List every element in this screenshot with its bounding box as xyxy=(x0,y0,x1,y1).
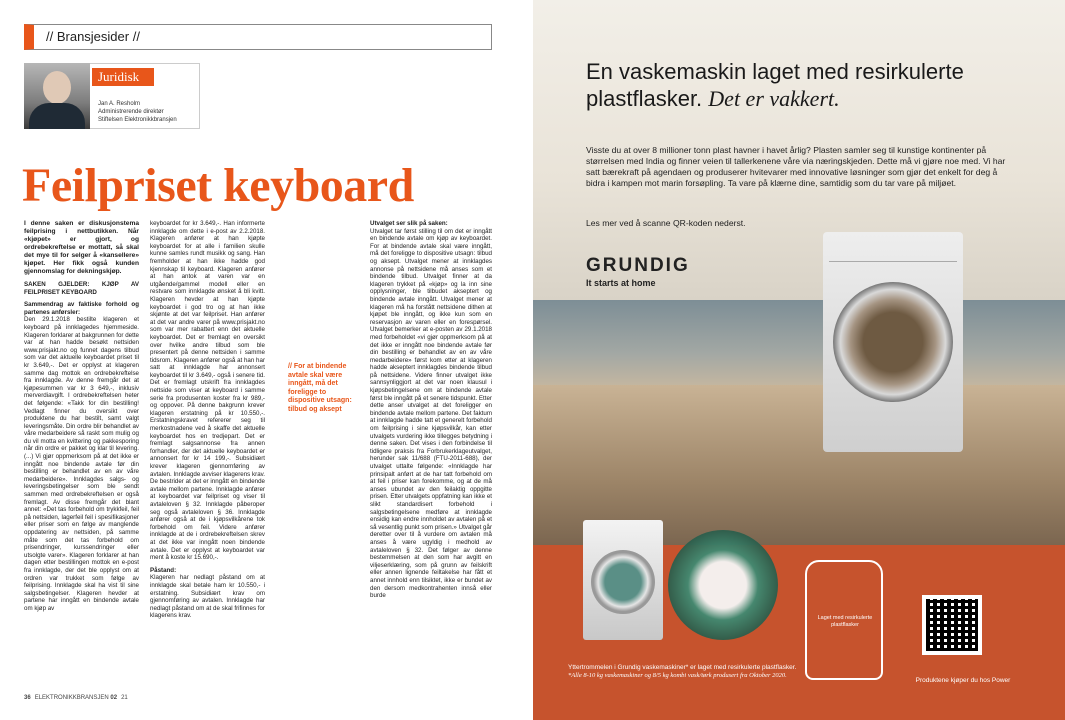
washer-door xyxy=(833,282,953,402)
page-footer xyxy=(24,695,128,701)
ad-caption xyxy=(568,664,898,680)
author-title: Administrerende direktør xyxy=(98,109,164,115)
qr-code[interactable] xyxy=(922,595,982,655)
ad-page xyxy=(533,0,1065,720)
author-name: Jan A. Resholm xyxy=(98,101,141,107)
ad-title xyxy=(586,58,1006,112)
section-label: // Bransjesider // xyxy=(46,29,140,44)
issue-number: 02 xyxy=(110,695,118,701)
summary-heading: Sammendrag av faktiske forhold og partenes anførsler: xyxy=(24,301,139,316)
left-page xyxy=(0,0,532,720)
author-org: Stiftelsen Elektronikkbransjen xyxy=(98,117,177,123)
washing-machine-image xyxy=(823,232,963,452)
brand-logo: GRUNDIG xyxy=(586,255,690,276)
column-1 xyxy=(24,220,139,613)
ad-cta: Les mer ved å scanne QR-koden nederst. xyxy=(586,218,746,228)
qr-code-pattern xyxy=(926,599,978,651)
author-info xyxy=(98,100,177,124)
column-3 xyxy=(370,220,492,600)
caption-note: *Alle 8-10 kg vaskemaskiner og 8/5 kg kombi vask/tørk produsert fra Oktober 2020. xyxy=(568,672,787,679)
qr-label: Produktene kjøper du hos Power xyxy=(915,677,1011,684)
ad-title-main: En vaskemaskin laget med resirkulerte plastflasker. xyxy=(586,59,964,111)
caption-main: Yttertrommelen i Grundig vaskemaskiner* er laget med resirkulerte plastflasker. xyxy=(568,664,797,671)
column-2 xyxy=(150,220,265,620)
magazine-name: ELEKTRONIKKBRANSJEN xyxy=(34,695,109,701)
ad-title-italic: Det er vakkert. xyxy=(708,86,840,111)
brand-tagline: It starts at home xyxy=(586,278,656,288)
ingress: I denne saken er diskusjonstema feilprising i nettbutikken. Når «kjøpet» er gjort, og ordrebekreftelse er mottatt, så skal det mye til for selger å «kansellere» kjøpet. Her fikk også kunden gjennomslag for dekningskjøp. xyxy=(24,220,139,275)
assessment-heading: Utvalget ser slik på saken: xyxy=(370,220,448,227)
section-header xyxy=(24,24,492,50)
author-head xyxy=(43,71,71,104)
case-heading: SAKEN GJELDER: KJØP AV FEILPRISET KEYBOARD xyxy=(24,281,139,296)
column-2-text: keyboardet for kr 3.649,-. Han informerte innklagde om dette i e-post av 2.2.2018. Klageren anfører at han kjøpte keyboardet for at alle i familien skulle kunne samles rundt musikk og sang. Han fremholder at han ikke hadde god kjennskap til keyboard. Klageren anfører at han antok at varen var en utgående/gammel modell eller en restvare som innklagde ønsket å bli kvitt. Klageren hevder at han kjøpte keyboardet i god tro og at han ikke skjønte at det var feilpriset. Han anfører at det var andre varer på www.prisjakt.no som var mer rabattert enn det aktuelle keyboardet. Det er fremlagt en oversikt over hvilke andre tilbud som ble presentert på denne nettsiden i samme tidsrom. Klageren anfører også at han har satt at innklagde har annonsert keyboardet til kr 3.649,- også i senere tid. Det er fremlagt utskrift fra innklagdes nettside som viser at keyboard i samme serie fra produsenten koster fra kr 989,- og oppover. På denne bakgrunn krever klageren erstatning på kr 10.550,-. Erstatningskravet refererer seg til merkostnadene ved å skaffe det aktuelle keyboardet hos en tredjepart. Det er fremlagt salgsannonse fra annen forhandler, der det aktuelle keyboardet er annonsert for kr 14 199,-. Subsidiært krever klageren gjennomføring av avtalen. Innklagde avviser klagerens krav. De bestrider at det er inngått en bindende avtale mellom partene. Innklagde anfører at keyboardet var feilpriset og viser til avtaleloven § 32. Innklagde påberoper seg også avtaleloven § 36. Innklagde anfører også at de i kjøpsvilkårene tok forbehold om feil. Videre anfører innklagde at de i ordrebekreftelsen skrev at det ikke var inngått noen bindende avtale. Det er opplyst at keyboardet var ment å koste kr 15.690,-. xyxy=(150,220,265,562)
ad-background-sea xyxy=(533,300,1065,390)
small-washer-door xyxy=(591,550,655,614)
washer-control-panel xyxy=(829,240,957,262)
ad-body: Visste du at over 8 millioner tonn plast havner i havet årlig? Plasten samler seg til kunstige kontinenter på størrelsen med India og finner veien til tallerkenene våre via næringskjeden. Dette må vi gjøre noe med. Vi har satt bærekraft på agendaen og produserer hvitevarer med innovative løsninger som gjør det enkelt for deg å bidra i kampen mot marin forsøpling. Ta vare på klærne dine, samtidig som du tar vare på miljøet. xyxy=(586,145,1006,188)
page-number: 36 xyxy=(24,695,31,701)
recycle-label: Laget med resirkulerte plastflasker xyxy=(817,615,873,628)
column-3-text: Utvalget tar først stilling til om det er inngått en bindende avtale om kjøp av keyboardet. For at bindende avtale skal være inngått, må det foreligge to dispositive utsagn: tilbud og aksept. Utvalget mener at innklagdes annonse på nettsidene må anses som et bindende tilbud. Utvalget finner at da klageren trykket på «kjøp» og la inn sine opplysninger, ble tilbudet akseptert og bindende avtale inngått. Utvalget mener at klageren må ha forstått nettsidene dithen at kjøpet ble inngått, og ikke kun som en reservasjon av varen eller en forespørsel. Utvalget bemerker at e-posten av 29.1.2018 med forbeholdet «vi gjør oppmerksom på at det ikke er inngått noe bindende avtale før din bestilling er behandlet av en av våre medarbeidere» først kom etter at klageren hadde akseptert innklagdes bindende tilbud på nettsidene. Videre finner utvalget ikke sannsynliggjort at det var noen klausul i kjøpsbetingelsene om at bindende avtale først ble inngått på et senere tidspunkt. Etter dette anser utvalget at det foreligger en bindende avtale mellom partene. Det faktum at innklagde hadde tatt et generelt forbehold om feilprising i sine kjøpsvilkår, kan etter utvalgets vurdering ikke tillegges betydning i denne saken. Det vises i den forbindelse til tidligere praksis fra Forbrukerklageutvalget, herunder sak 11/688 (FTU-2011-688), der utvalget uttalte følgende: «Innklagde har prinsipalt anført at de har tatt forbehold om at feil i priser kan forekomme, og at de må anses ubundet av den feilaktig oppgitte prisen. Etter utvalgets oppfatning kan ikke et slikt standardisert forbehold i salgsbetingelsene medføre at innklagde ensidig kan endre innholdet av avtalen på et så vesentlig punkt som prisen.» Utvalget går deretter over til å vurdere om avtalen må anses å være ugyldig i medhold av avtaleloven § 32. Det følger av denne bestemmelsen at den som har avgitt en viljeserklæring, som på grunn av feilskrift eller annen lignende feiltakelse har fått et annet innhold enn tilsiktet, ikke er bundet av den dersom medkontrahenten innså eller burde xyxy=(370,227,492,600)
claim-text: Klageren har nedlagt påstand om at innklagde skal betale ham kr 10.550,- i erstatning. Subsidiært krav om gjennomføring av avtalen. Innklagde har nedlagt påstand om at de skal frifinnes for klagerens krav. xyxy=(150,574,265,620)
issue-year: 21 xyxy=(121,695,128,701)
author-suit xyxy=(29,103,85,129)
column-label: Juridisk xyxy=(92,68,154,86)
author-photo xyxy=(24,63,90,129)
claim-heading: Påstand: xyxy=(150,566,177,574)
small-washer-image xyxy=(583,520,663,640)
headline: Feilpriset keyboard xyxy=(22,159,414,212)
column-1-text: Den 29.1.2018 bestilte klageren et keyboard på innklagedes hjemmeside. Klageren forklarer at bakgrunnen for dette var at han hadde besøkt nettsiden www.prisjakt.no og funnet dagens tilbud som var det aktuelle keyboardet priset til kr 3.649,-. Det er opplyst at klageren samme dag mottok en ordrebekreftelse fra innklagde. Av denne fremgår det at kjøpesummen var kr 3 649,-, inklusiv merverdiavgift. I ordrebekreftelsen heter det følgende: «Takk for din bestilling! Vedlagt finner du oversikt over produktene du har bestilt, samt valgt leveringsmåte. Din ordre blir behandlet av våre medarbeidere så raskt som mulig og du vil motta en kvittering og pakkesporing når din ordre er pakket og klar til levering. (...) Vi gjør oppmerksom på at det ikke er inngått noe bindende avtale før din bestilling er behandlet av en av våre medarbeidere». Innklagdes salgs- og leveringsbetingelser som ble sendt sammen med ordrebekreftelsen er også fremlagt. Av disse fremgår det blant annet: «Det tas forbehold om trykkfeil, feil på nettsiden, lagerfeil feil i spesifikasjoner eller priser som en følge av manglende oppdatering av nettsiden, på samme måte som det tas forbehold om prisendringer, kurssendringer eller utsolgte varer». Klageren forklarer at han dagen etter bestillingen mottok en e-post fra innklagde, der det ble opplyst om at ordren var trukket som følge av feilprising. Innklagde skal ha vist til sine salgsbetingelser. Klageren hevder at partene har inngått en bindende avtale om kjøp av xyxy=(24,316,139,612)
pull-quote: // For at bindende avtale skal være inngått, må det foreligge to dispositive utsagn: tilbud og aksept xyxy=(288,363,352,413)
drum-image xyxy=(668,530,778,640)
